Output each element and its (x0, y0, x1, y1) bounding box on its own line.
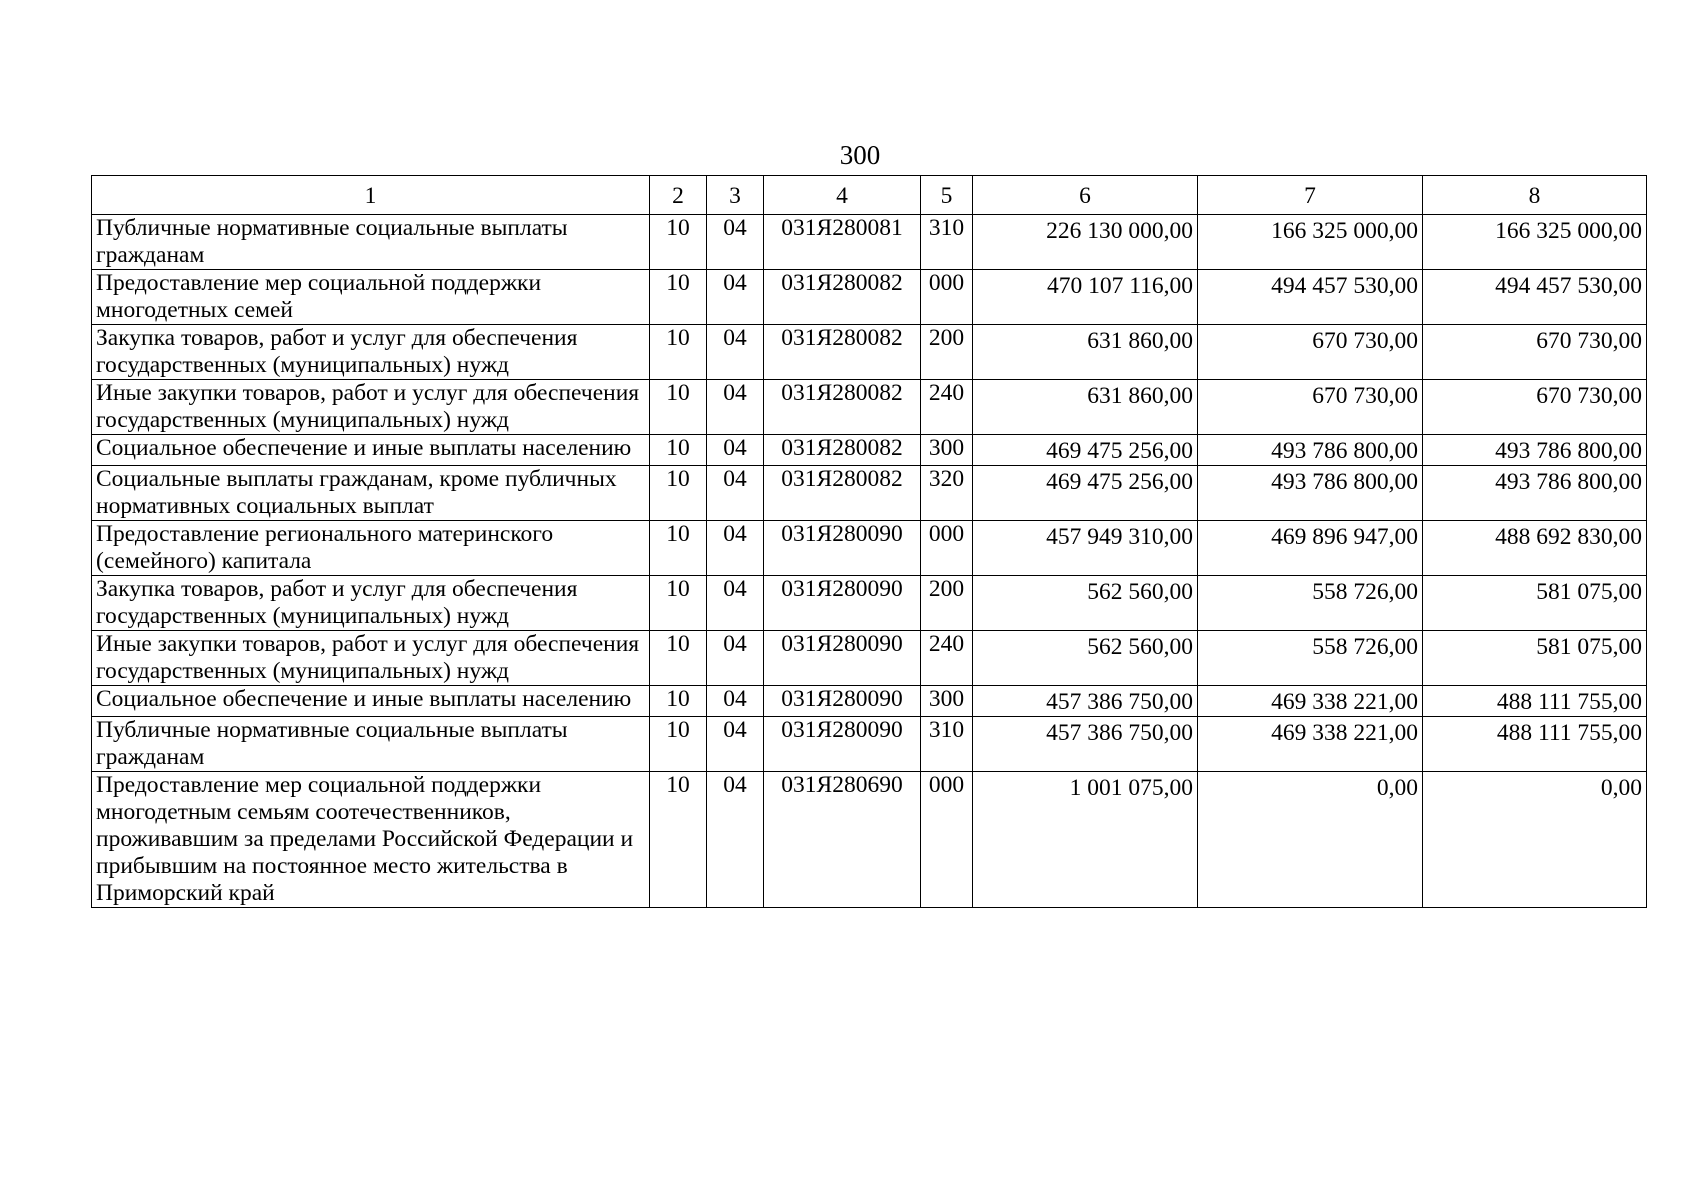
header-col-5: 5 (921, 176, 973, 215)
amount-col-8-cell (1423, 270, 1647, 325)
header-col-7: 7 (1198, 176, 1423, 215)
header-col-3: 3 (707, 176, 764, 215)
amount-col-8-cell (1423, 631, 1647, 686)
amount-col-8-cell (1423, 686, 1647, 717)
section-code-cell: 10 (650, 435, 707, 466)
amount-value: 469 338 221,00 (1271, 689, 1418, 715)
amount-value: 166 325 000,00 (1271, 218, 1418, 244)
table-row (92, 521, 1647, 576)
target-article-cell: 031Я280082 (764, 380, 921, 435)
expense-type-cell: 310 (921, 717, 973, 772)
row-name-cell: Социальное обеспечение и иные выплаты населению (92, 435, 650, 466)
subsection-code-cell: 04 (707, 380, 764, 435)
amount-col-8-cell (1423, 717, 1647, 772)
amount-value: 558 726,00 (1312, 634, 1418, 660)
subsection-code-cell: 04 (707, 772, 764, 908)
header-col-4: 4 (764, 176, 921, 215)
table-row (92, 380, 1647, 435)
target-article-cell: 031Я280081 (764, 215, 921, 270)
amount-value: 469 475 256,00 (1046, 438, 1193, 464)
expense-type-cell: 000 (921, 772, 973, 908)
amount-value: 166 325 000,00 (1495, 218, 1642, 244)
page-number: 300 (839, 140, 881, 170)
amount-value: 488 111 755,00 (1496, 689, 1642, 715)
amount-col-7-cell (1198, 215, 1423, 270)
amount-col-7-cell (1198, 717, 1423, 772)
subsection-code-cell: 04 (707, 576, 764, 631)
row-name-cell: Предоставление мер социальной поддержки многодетным семьям соотечественников, проживавшим за пределами Российской Федерации и прибывшим на постоянное место жительства в Приморский край (92, 772, 650, 908)
expense-type-cell: 310 (921, 215, 973, 270)
table-row (92, 435, 1647, 466)
amount-value: 488 111 755,00 (1496, 720, 1642, 746)
amount-col-6-cell (973, 380, 1198, 435)
amount-value: 226 130 000,00 (1046, 218, 1193, 244)
table-body (92, 215, 1647, 908)
table-row (92, 686, 1647, 717)
expense-type-cell: 000 (921, 521, 973, 576)
subsection-code-cell: 04 (707, 631, 764, 686)
amount-value: 470 107 116,00 (1046, 273, 1193, 299)
table-row (92, 215, 1647, 270)
amount-value: 0,00 (1376, 775, 1418, 801)
amount-value: 562 560,00 (1087, 579, 1193, 605)
amount-value: 493 786 800,00 (1495, 469, 1642, 495)
amount-col-6-cell (973, 215, 1198, 270)
section-code-cell: 10 (650, 521, 707, 576)
subsection-code-cell: 04 (707, 466, 764, 521)
expense-type-cell: 300 (921, 686, 973, 717)
amount-col-6-cell (973, 521, 1198, 576)
section-code-cell: 10 (650, 631, 707, 686)
amount-value: 469 338 221,00 (1271, 720, 1418, 746)
amount-col-6-cell (973, 435, 1198, 466)
amount-col-7-cell (1198, 631, 1423, 686)
table-row (92, 325, 1647, 380)
amount-value: 469 475 256,00 (1046, 469, 1193, 495)
amount-col-8-cell (1423, 325, 1647, 380)
table-row (92, 717, 1647, 772)
amount-value: 581 075,00 (1536, 579, 1642, 605)
amount-value: 562 560,00 (1087, 634, 1193, 660)
section-code-cell: 10 (650, 380, 707, 435)
row-name-cell: Иные закупки товаров, работ и услуг для обеспечения государственных (муниципальных) нужд (92, 631, 650, 686)
section-code-cell: 10 (650, 576, 707, 631)
table-row (92, 270, 1647, 325)
row-name-cell: Предоставление мер социальной поддержки многодетных семей (92, 270, 650, 325)
amount-value: 1 001 075,00 (1069, 775, 1193, 801)
amount-value: 670 730,00 (1536, 328, 1642, 354)
amount-col-6-cell (973, 466, 1198, 521)
expense-type-cell: 000 (921, 270, 973, 325)
section-code-cell: 10 (650, 466, 707, 521)
amount-value: 670 730,00 (1312, 328, 1418, 354)
row-name-cell: Публичные нормативные социальные выплаты гражданам (92, 215, 650, 270)
row-name-cell: Предоставление регионального материнского (семейного) капитала (92, 521, 650, 576)
expense-type-cell: 200 (921, 325, 973, 380)
amount-col-7-cell (1198, 466, 1423, 521)
amount-col-8-cell (1423, 435, 1647, 466)
amount-value: 457 386 750,00 (1046, 720, 1193, 746)
table-row (92, 631, 1647, 686)
amount-value: 469 896 947,00 (1271, 524, 1418, 550)
subsection-code-cell: 04 (707, 325, 764, 380)
amount-col-7-cell (1198, 380, 1423, 435)
amount-col-8-cell (1423, 521, 1647, 576)
amount-value: 494 457 530,00 (1271, 273, 1418, 299)
amount-col-7-cell (1198, 686, 1423, 717)
amount-col-7-cell (1198, 270, 1423, 325)
row-name-cell: Иные закупки товаров, работ и услуг для обеспечения государственных (муниципальных) нужд (92, 380, 650, 435)
section-code-cell: 10 (650, 717, 707, 772)
amount-col-8-cell (1423, 466, 1647, 521)
row-name-cell: Закупка товаров, работ и услуг для обеспечения государственных (муниципальных) нужд (92, 576, 650, 631)
row-name-cell: Закупка товаров, работ и услуг для обеспечения государственных (муниципальных) нужд (92, 325, 650, 380)
subsection-code-cell: 04 (707, 270, 764, 325)
amount-value: 670 730,00 (1536, 383, 1642, 409)
amount-col-8-cell (1423, 380, 1647, 435)
row-name-cell: Публичные нормативные социальные выплаты гражданам (92, 717, 650, 772)
section-code-cell: 10 (650, 215, 707, 270)
section-code-cell: 10 (650, 270, 707, 325)
amount-col-7-cell (1198, 772, 1423, 908)
row-name-cell: Социальное обеспечение и иные выплаты населению (92, 686, 650, 717)
budget-table (91, 175, 1647, 908)
amount-value: 631 860,00 (1087, 328, 1193, 354)
table-header-row (92, 176, 1647, 215)
table-row (92, 576, 1647, 631)
expense-type-cell: 300 (921, 435, 973, 466)
amount-col-7-cell (1198, 435, 1423, 466)
section-code-cell: 10 (650, 325, 707, 380)
expense-type-cell: 240 (921, 631, 973, 686)
amount-value: 558 726,00 (1312, 579, 1418, 605)
section-code-cell: 10 (650, 772, 707, 908)
subsection-code-cell: 04 (707, 686, 764, 717)
amount-col-8-cell (1423, 772, 1647, 908)
target-article-cell: 031Я280082 (764, 270, 921, 325)
amount-value: 493 786 800,00 (1271, 469, 1418, 495)
target-article-cell: 031Я280090 (764, 521, 921, 576)
target-article-cell: 031Я280090 (764, 576, 921, 631)
header-col-8: 8 (1423, 176, 1647, 215)
amount-col-6-cell (973, 325, 1198, 380)
target-article-cell: 031Я280082 (764, 325, 921, 380)
table-row (92, 772, 1647, 908)
amount-col-7-cell (1198, 576, 1423, 631)
target-article-cell: 031Я280082 (764, 435, 921, 466)
amount-value: 493 786 800,00 (1495, 438, 1642, 464)
table-row (92, 466, 1647, 521)
amount-col-6-cell (973, 270, 1198, 325)
expense-type-cell: 200 (921, 576, 973, 631)
amount-col-6-cell (973, 717, 1198, 772)
amount-col-6-cell (973, 772, 1198, 908)
amount-value: 488 692 830,00 (1495, 524, 1642, 550)
amount-value: 631 860,00 (1087, 383, 1193, 409)
subsection-code-cell: 04 (707, 215, 764, 270)
target-article-cell: 031Я280082 (764, 466, 921, 521)
target-article-cell: 031Я280090 (764, 686, 921, 717)
amount-col-6-cell (973, 576, 1198, 631)
header-col-1: 1 (92, 176, 650, 215)
target-article-cell: 031Я280090 (764, 717, 921, 772)
amount-col-6-cell (973, 686, 1198, 717)
amount-value: 494 457 530,00 (1495, 273, 1642, 299)
subsection-code-cell: 04 (707, 521, 764, 576)
row-name-cell: Социальные выплаты гражданам, кроме публичных нормативных социальных выплат (92, 466, 650, 521)
header-col-2: 2 (650, 176, 707, 215)
amount-value: 0,00 (1600, 775, 1642, 801)
amount-col-8-cell (1423, 576, 1647, 631)
expense-type-cell: 320 (921, 466, 973, 521)
amount-value: 581 075,00 (1536, 634, 1642, 660)
subsection-code-cell: 04 (707, 717, 764, 772)
amount-col-6-cell (973, 631, 1198, 686)
amount-col-7-cell (1198, 521, 1423, 576)
amount-value: 670 730,00 (1312, 383, 1418, 409)
target-article-cell: 031Я280690 (764, 772, 921, 908)
amount-value: 457 386 750,00 (1046, 689, 1193, 715)
amount-col-8-cell (1423, 215, 1647, 270)
expense-type-cell: 240 (921, 380, 973, 435)
target-article-cell: 031Я280090 (764, 631, 921, 686)
amount-value: 457 949 310,00 (1046, 524, 1193, 550)
amount-col-7-cell (1198, 325, 1423, 380)
section-code-cell: 10 (650, 686, 707, 717)
subsection-code-cell: 04 (707, 435, 764, 466)
amount-value: 493 786 800,00 (1271, 438, 1418, 464)
header-col-6: 6 (973, 176, 1198, 215)
